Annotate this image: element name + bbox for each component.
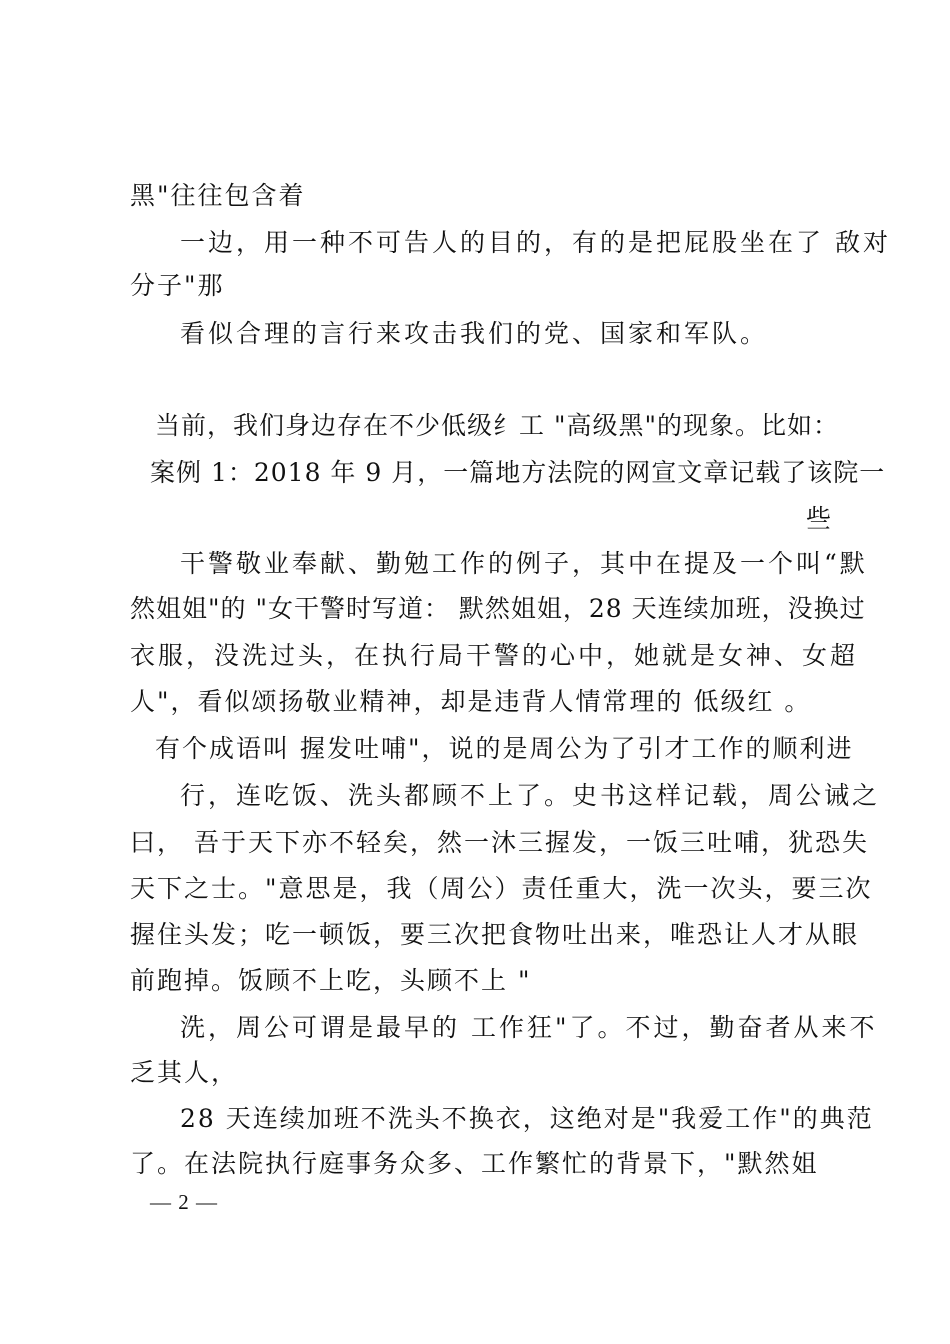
text-line: 一边，用一种不可告人的目的，有的是把屁股坐在了 敌对 bbox=[180, 228, 891, 257]
text-line: 了。在法院执行庭事务众多、工作繁忙的背景下，"默然姐 bbox=[130, 1149, 819, 1178]
text-line: 些 bbox=[806, 504, 834, 533]
text-line: 行，连吃饭、洗头都顾不上了。史书这样记载，周公诫之 bbox=[180, 781, 881, 810]
text-line: 有个成语叫 握发吐哺"，说的是周公为了引才工作的顺利进 bbox=[155, 734, 854, 763]
text-line: 分子"那 bbox=[130, 271, 225, 300]
text-line: 28 天连续加班不洗头不换衣，这绝对是"我爱工作"的典范 bbox=[180, 1104, 874, 1133]
text-line: 看似合理的言行来攻击我们的党、国家和军队。 bbox=[180, 319, 769, 348]
text-line: 曰， 吾于天下亦不轻矣，然一沐三握发，一饭三吐哺，犹恐失 bbox=[130, 828, 869, 857]
text-line: 乏其人， bbox=[130, 1058, 239, 1087]
text-line: 天下之士。"意思是，我（周公）责任重大，洗一次头，要三次 bbox=[130, 874, 873, 903]
text-line: 然姐姐"的 "女干警时写道： 默然姐姐，28 天连续加班，没换过 bbox=[130, 594, 866, 623]
text-line: 黑"往往包含着 bbox=[130, 181, 306, 210]
text-line: 握住头发；吃一顿饭，要三次把食物吐出来，唯恐让人才从眼 bbox=[130, 920, 860, 949]
page-number: — 2 — bbox=[150, 1190, 218, 1214]
text-line: 人"，看似颂扬敬业精神，却是违背人情常理的 低级红 。 bbox=[130, 687, 812, 716]
text-line: 干警敬业奉献、勤勉工作的例子，其中在提及一个叫“默 bbox=[180, 549, 868, 578]
text-line: 案例 1：2018 年 9 月，一篇地方法院的网宣文章记载了该院一 bbox=[150, 458, 886, 487]
text-line: 当前，我们身边存在不少低级纟工 "高级黑"的现象。比如： bbox=[155, 411, 839, 440]
text-line: 洗，周公可谓是最早的 工作狂"了。不过，勤奋者从来不 bbox=[180, 1013, 878, 1042]
text-line: 衣服，没洗过头，在执行局干警的心中，她就是女神、女超 bbox=[130, 641, 859, 670]
text-line: 前跑掉。饭顾不上吃，头顾不上 " bbox=[130, 966, 532, 995]
